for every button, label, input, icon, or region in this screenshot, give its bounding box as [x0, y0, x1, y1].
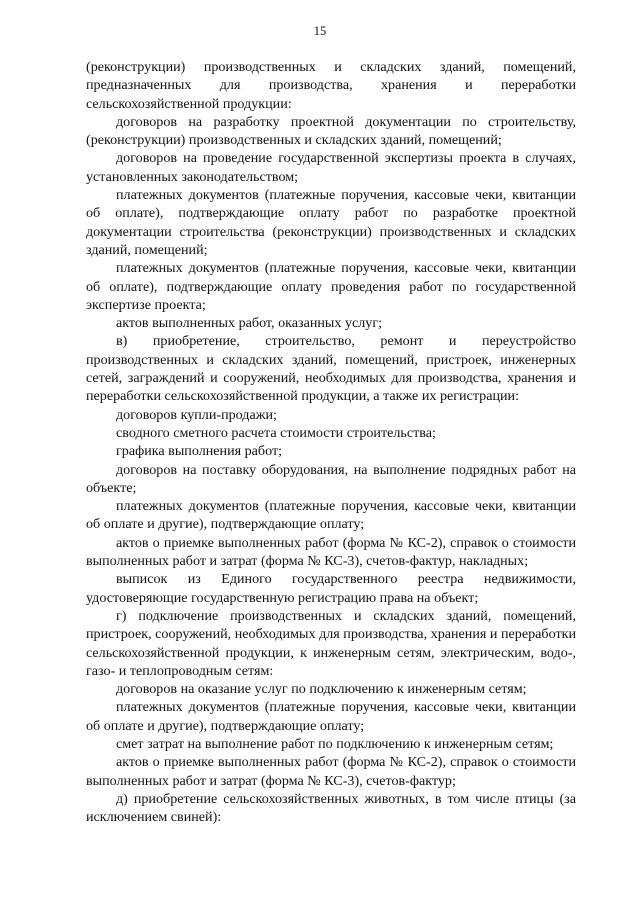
paragraph: графика выполнения работ;	[116, 443, 283, 460]
paragraph: г) подключение производственных и складских зданий, помещений, пристроек, сооружений, необходимых для производства, хранения и переработки сельскохозяйственной продукции, к инженерным сетям, электрическим, водо-, газо- и теплопроводным сетям:	[86, 607, 576, 679]
paragraph: актов выполненных работ, оказанных услуг;	[116, 315, 383, 332]
paragraph: договоров на проведение государственной экспертизы проекта в случаях, установленных законодательством;	[86, 150, 576, 185]
paragraph: в) приобретение, строительство, ремонт и переустройство производственных и складских зданий, помещений, пристроек, инженерных сетей, заграждений и сооружений, необходимых для производства, хранения и переработки сельскохозяйственной продукции, а также их регистрации:	[86, 333, 576, 405]
paragraph: договоров на оказание услуг по подключению к инженерным сетям;	[116, 681, 527, 698]
paragraph: актов о приемке выполненных работ (форма № КС-2), справок о стоимости выполненных работ и затрат (форма № КС-3), счетов-фактур;	[86, 754, 576, 789]
page-number: 15	[313, 24, 327, 38]
document-body	[86, 58, 576, 826]
paragraph: платежных документов (платежные поручения, кассовые чеки, квитанции об оплате), подтверждающие оплату проведения работ по государственной экспертизе проекта;	[86, 260, 576, 313]
paragraph: договоров на разработку проектной документации по строительству, (реконструкции) производственных и складских зданий, помещений;	[86, 113, 576, 149]
paragraph: актов о приемке выполненных работ (форма № КС-2), справок о стоимости выполненных работ и затрат (форма № КС-3), счетов-фактур, накладных;	[86, 534, 576, 570]
paragraph: платежных документов (платежные поручения, кассовые чеки, квитанции об оплате и другие), подтверждающие оплату;	[86, 699, 576, 734]
paragraph: договоров на поставку оборудования, на выполнение подрядных работ на объекте;	[86, 461, 576, 496]
paragraph: платежных документов (платежные поручения, кассовые чеки, квитанции об оплате и другие), подтверждающие оплату;	[86, 498, 576, 533]
paragraph: (реконструкции) производственных и складских зданий, помещений, предназначенных для производства, хранения и переработки сельскохозяйственной продукции:	[86, 59, 576, 112]
paragraph: сводного сметного расчета стоимости строительства;	[116, 424, 436, 441]
paragraph: выписок из Единого государственного реестра недвижимости, удостоверяющие государственную регистрацию права на объект;	[86, 571, 576, 606]
paragraph: платежных документов (платежные поручения, кассовые чеки, квитанции об оплате), подтверждающие оплату работ по разработке проектной документации строительства (реконструкции) производственных и складских зданий, помещений;	[86, 187, 576, 258]
paragraph: д) приобретение сельскохозяйственных животных, в том числе птицы (за исключением свиней):	[86, 790, 576, 826]
paragraph: договоров купли-продажи;	[116, 406, 277, 423]
paragraph: смет затрат на выполнение работ по подключению к инженерным сетям;	[116, 735, 554, 752]
